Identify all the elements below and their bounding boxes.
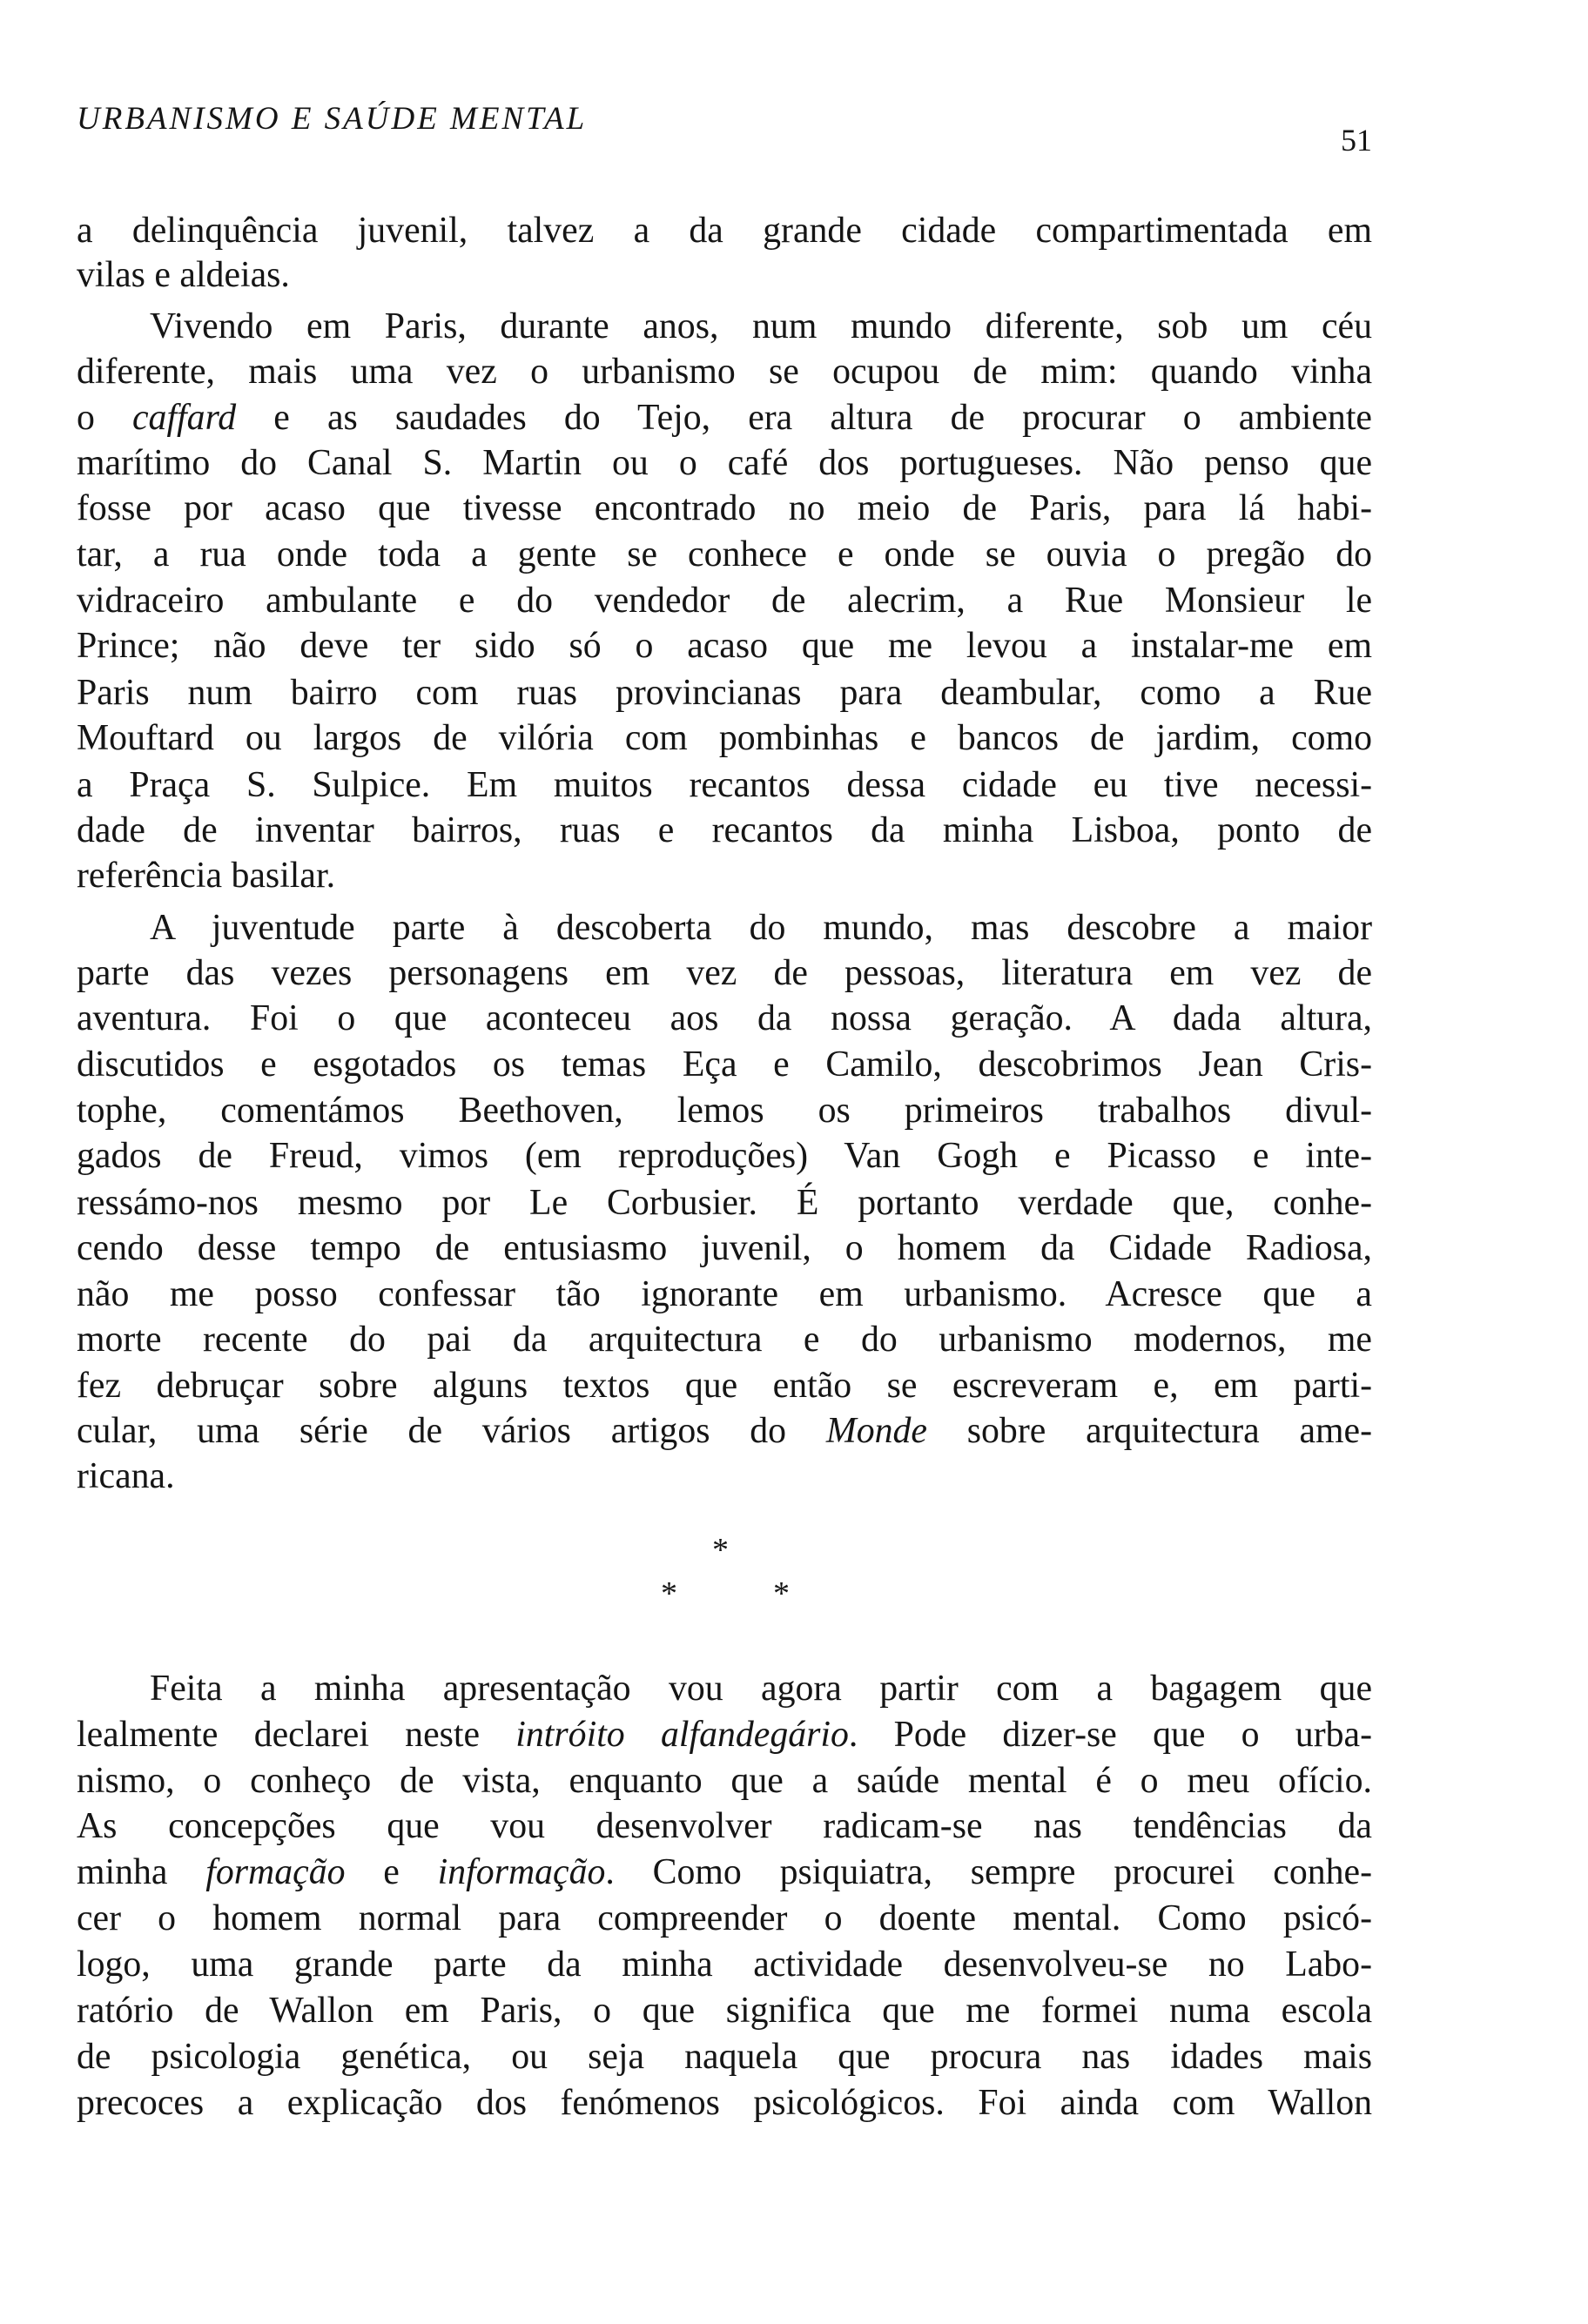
text-line: cendo desse tempo de entusiasmo juvenil, o homem da Cidade Radiosa, [77,1228,1372,1268]
separator-star: * [712,1532,729,1568]
text-line: ressámo-nos mesmo por Le Corbusier. É portanto verdade que, conhe- [77,1183,1372,1223]
text-run: cular, uma série de vários artigos do [77,1411,826,1451]
text-line: aventura. Foi o que aconteceu aos da nossa geração. A dada altura, [77,998,1372,1038]
separator-star: * [661,1575,677,1612]
italic-word: informação [437,1852,606,1892]
text-line: Feita a minha apresentação vou agora partir com a bagagem que [150,1669,1372,1709]
text-line: referência basilar. [77,856,336,896]
text-line: vilas e aldeias. [77,255,290,295]
text-line: fez debruçar sobre alguns textos que então se escreveram e, em parti- [77,1366,1372,1406]
text-line: Prince; não deve ter sido só o acaso que me levou a instalar-me em [77,626,1372,666]
text-run: sobre arquitectura ame- [926,1411,1372,1451]
text-line [77,1852,1372,1892]
text-line [77,1717,1372,1754]
text-line: gados de Freud, vimos (em reproduções) Van Gogh e Picasso e inte- [77,1136,1372,1176]
text-run: . Como psiquiatra, sempre procurei conhe- [605,1852,1372,1892]
separator-star: * [773,1575,790,1612]
text-line: vidraceiro ambulante e do vendedor de alecrim, a Rue Monsieur le [77,581,1372,621]
text-line: diferente, mais uma vez o urbanismo se ocupou de mim: quando vinha [77,352,1372,392]
text-run: lealmente declarei neste [77,1715,516,1755]
text-line: A juventude parte à descoberta do mundo, mas descobre a maior [150,908,1372,948]
italic-word: formação [205,1852,346,1892]
text-run: e as saudades do Tejo, era altura de procurar o ambiente [236,398,1372,438]
text-line: morte recente do pai da arquitectura e do urbanismo modernos, me [77,1320,1372,1360]
text-line: Paris num bairro com ruas provincianas para deambular, como a Rue [77,673,1372,713]
text-line: de psicologia genética, ou seja naquela que procura nas idades mais [77,2037,1372,2077]
text-line: As concepções que vou desenvolver radicam-se nas tendências da [77,1806,1372,1846]
text-line: tophe, comentámos Beethoven, lemos os primeiros trabalhos divul- [77,1091,1372,1131]
italic-word: caffard [132,398,237,438]
text-line: parte das vezes personagens em vez de pessoas, literatura em vez de [77,953,1372,993]
text-line: precoces a explicação dos fenómenos psicológicos. Foi ainda com Wallon [77,2083,1372,2123]
text-line: a Praça S. Sulpice. Em muitos recantos dessa cidade eu tive necessi- [77,765,1372,805]
text-line [77,400,1372,437]
italic-word: intróito alfandegário [515,1715,849,1755]
text-run: e [345,1852,438,1892]
text-line: a delinquência juvenil, talvez a da grande cidade compartimentada em [77,211,1372,251]
text-run: . Pode dizer-se que o urba- [848,1715,1372,1755]
text-line: cer o homem normal para compreender o doente mental. Como psicó- [77,1898,1372,1938]
text-line: ratório de Wallon em Paris, o que significa que me formei numa escola [77,1991,1372,2031]
text-line: tar, a rua onde toda a gente se conhece e onde se ouvia o pregão do [77,534,1372,574]
italic-word: Monde [825,1411,927,1451]
text-line: dade de inventar bairros, ruas e recantos da minha Lisboa, ponto de [77,810,1372,850]
text-line [77,1411,1372,1451]
text-line: não me posso confessar tão ignorante em urbanismo. Acresce que a [77,1274,1372,1314]
text-line: ricana. [77,1456,175,1496]
text-line: Mouftard ou largos de vilória com pombinhas e bancos de jardim, como [77,718,1372,758]
text-line: nismo, o conheço de vista, enquanto que a saúde mental é o meu ofício. [77,1761,1372,1801]
text-run: o [77,398,132,438]
page-number: 51 [1341,123,1372,158]
text-line: fosse por acaso que tivesse encontrado no meio de Paris, para lá habi- [77,488,1372,528]
text-line: marítimo do Canal S. Martin ou o café dos portugueses. Não penso que [77,443,1372,483]
text-line: Vivendo em Paris, durante anos, num mundo diferente, sob um céu [150,306,1372,346]
text-line: logo, uma grande parte da minha actividade desenvolveu-se no Labo- [77,1945,1372,1985]
running-head: URBANISMO E SAÚDE MENTAL [77,101,588,137]
text-line: discutidos e esgotados os temas Eça e Camilo, descobrimos Jean Cris- [77,1044,1372,1085]
text-run: minha [77,1852,206,1892]
